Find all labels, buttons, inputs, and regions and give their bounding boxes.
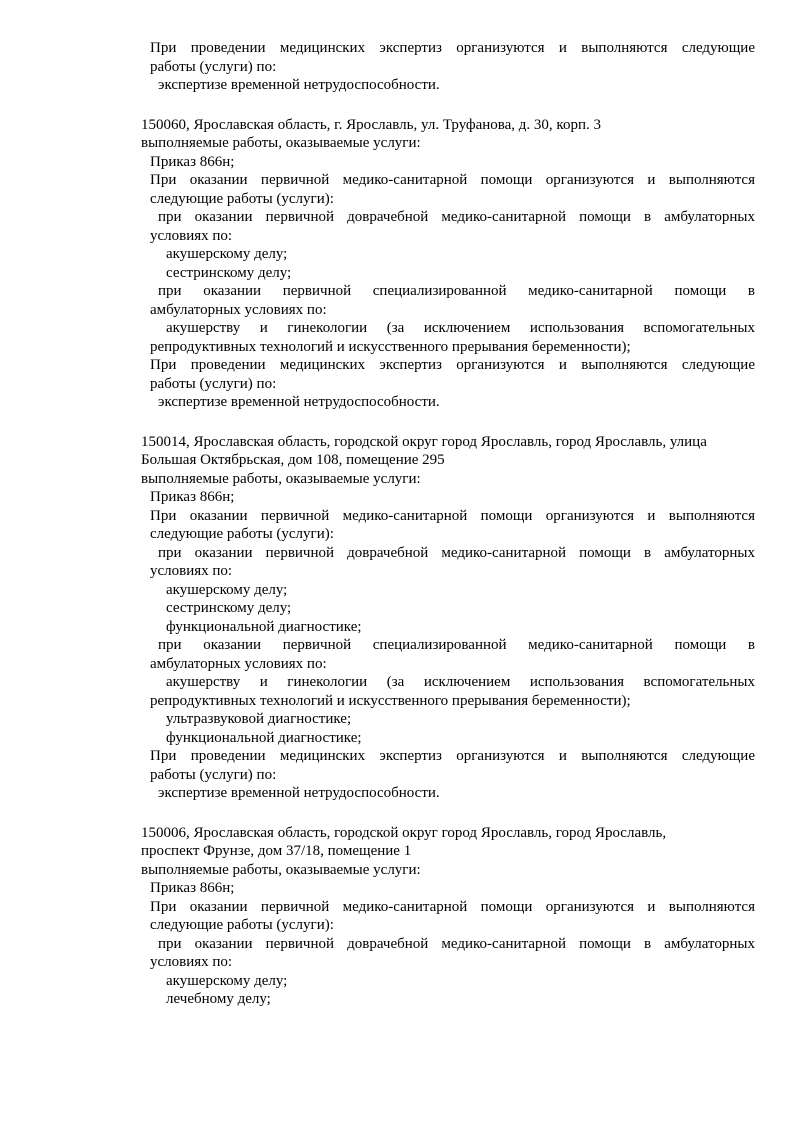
text-line: акушерству и гинекологии (за исключением использования вспомогательных (166, 320, 755, 336)
text-line: функциональной диагностике; (166, 618, 362, 635)
text-line: выполняемые работы, оказываемые услуги: (141, 135, 421, 151)
text-line: При оказании первичной медико-санитарной помощи организуются и выполняются (150, 507, 755, 524)
text-line: акушерскому делу; (166, 246, 288, 262)
document-page (0, 39, 794, 1030)
text-line: ультразвуковой диагностике; (166, 711, 352, 727)
text-line: амбулаторных условиях по: (150, 301, 327, 318)
text-line: 150060, Ярославская область, г. Ярославль, ул. Труфанова, д. 30, корп. 3 (141, 116, 601, 133)
text-line: следующие работы (услуги): (150, 917, 334, 933)
text-line: При проведении медицинских экспертиз организуются и выполняются следующие (150, 357, 755, 373)
text-line: При проведении медицинских экспертиз организуются и выполняются следующие (150, 40, 755, 56)
text-line: следующие работы (услуги): (150, 190, 334, 207)
text-line: При оказании первичной медико-санитарной помощи организуются и выполняются (150, 172, 755, 188)
text-line: экспертизе временной нетрудоспособности. (158, 785, 440, 801)
text-line: амбулаторных условиях по: (150, 655, 327, 672)
text-line: Приказ 866н; (150, 489, 235, 505)
text-line: лечебному делу; (166, 991, 271, 1007)
text-line: условиях по: (150, 563, 233, 579)
text-line: репродуктивных технологий и искусственного прерывания беременности); (150, 338, 631, 355)
document-section (0, 824, 794, 1009)
text-line: экспертизе временной нетрудоспособности. (158, 77, 440, 93)
text-line: функциональной диагностике; (166, 729, 362, 746)
text-line: работы (услуги) по: (150, 58, 277, 75)
text-line: при оказании первичной доврачебной медико-санитарной помощи в амбулаторных (158, 544, 755, 561)
text-line: Приказ 866н; (150, 153, 235, 170)
text-line: 150014, Ярославская область, городской округ город Ярославль, город Ярославль, улица (141, 433, 707, 450)
text-line: акушерскому делу; (166, 972, 288, 989)
text-line: проспект Фрунзе, дом 37/18, помещение 1 (141, 843, 412, 859)
text-line: 150006, Ярославская область, городской округ город Ярославль, город Ярославль, (141, 824, 667, 841)
text-line: Большая Октябрьская, дом 108, помещение 295 (141, 452, 445, 468)
text-line: репродуктивных технологий и искусственного прерывания беременности); (150, 692, 631, 709)
text-line: при оказании первичной доврачебной медико-санитарной помощи в амбулаторных (158, 935, 755, 952)
text-line: при оказании первичной специализированной медико-санитарной помощи в (158, 637, 755, 653)
text-line: следующие работы (услуги): (150, 526, 334, 542)
document-section (0, 433, 794, 803)
text-line: условиях по: (150, 954, 233, 970)
text-line: акушерскому делу; (166, 581, 288, 598)
text-line: выполняемые работы, оказываемые услуги: (141, 470, 421, 487)
text-line: При оказании первичной медико-санитарной помощи организуются и выполняются (150, 898, 755, 915)
text-line: условиях по: (150, 227, 233, 244)
document-section (0, 39, 794, 95)
text-line: работы (услуги) по: (150, 766, 277, 783)
document-section (0, 116, 794, 412)
text-line: при оказании первичной специализированной медико-санитарной помощи в (158, 283, 755, 299)
text-line: работы (услуги) по: (150, 375, 277, 392)
text-line: Приказ 866н; (150, 880, 235, 896)
text-line: экспертизе временной нетрудоспособности. (158, 394, 440, 410)
text-line: акушерству и гинекологии (за исключением использования вспомогательных (166, 674, 755, 690)
text-line: выполняемые работы, оказываемые услуги: (141, 861, 421, 878)
text-line: При проведении медицинских экспертиз организуются и выполняются следующие (150, 748, 755, 764)
text-line: сестринскому делу; (166, 600, 292, 616)
text-line: при оказании первичной доврачебной медико-санитарной помощи в амбулаторных (158, 209, 755, 225)
text-line: сестринскому делу; (166, 264, 292, 281)
